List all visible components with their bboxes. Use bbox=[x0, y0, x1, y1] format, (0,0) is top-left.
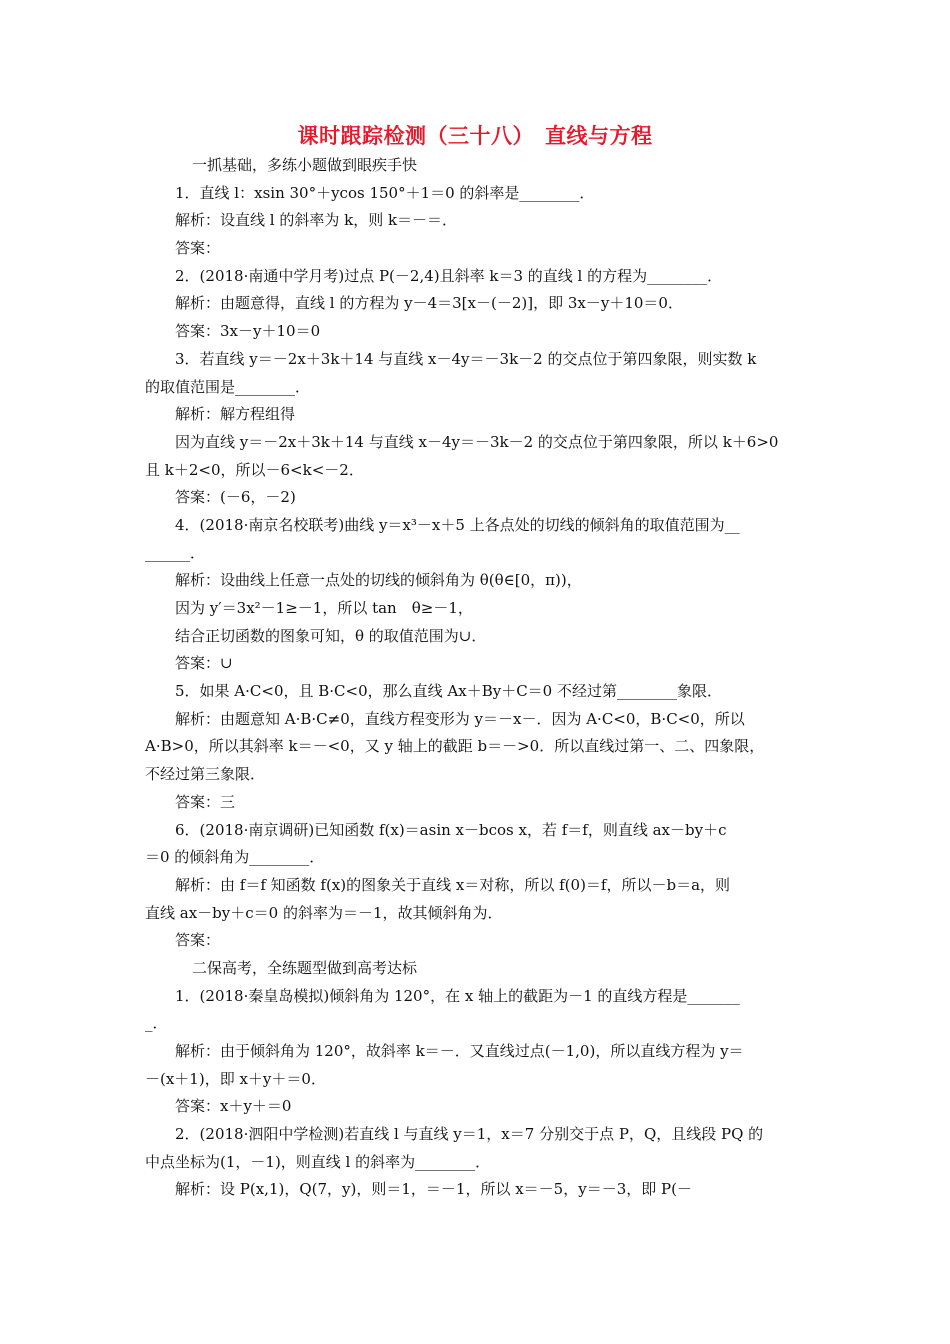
document-body bbox=[145, 152, 809, 1204]
solution-text: 解析：由题意知 A·B·C≠0，直线方程变形为 y＝－x－．因为 A·C<0，B·C<0，所以 bbox=[175, 709, 745, 728]
answer-text: 答案：3x－y＋10＝0 bbox=[175, 322, 321, 341]
solution-text: 解析：由 f＝f 知函数 f(x)的图象关于直线 x＝对称，所以 f(0)＝f，所以－b＝a，则 bbox=[175, 875, 731, 894]
solution-text: 不经过第三象限． bbox=[145, 765, 266, 784]
solution-text: 解析：设曲线上任意一点处的切线的倾斜角为 θ(θ∈[0，π))， bbox=[175, 571, 582, 590]
solution-text: 解析：由题意得，直线 l 的方程为 y－4＝3[x－(－2)]，即 3x－y＋10＝0． bbox=[175, 294, 683, 313]
question-text: 2．(2018·南通中学月考)过点 P(－2,4)且斜率 k＝3 的直线 l 的方程为________． bbox=[175, 266, 723, 285]
solution-text: 因为直线 y＝－2x＋3k＋14 与直线 x－4y＝－3k－2 的交点位于第四象限，所以 k＋6>0 bbox=[175, 432, 779, 451]
question-text: 的取值范围是________． bbox=[145, 377, 311, 396]
solution-text: 直线 ax－by＋c＝0 的斜率为＝－1，故其倾斜角为． bbox=[145, 903, 503, 922]
page-title: 课时跟踪检测（三十八） 直线与方程 bbox=[297, 124, 653, 148]
solution-text: 结合正切函数的图象可知，θ 的取值范围为∪． bbox=[175, 626, 487, 645]
question-text: 1．直线 l：xsin 30°＋ycos 150°＋1＝0 的斜率是________． bbox=[175, 183, 595, 202]
solution-text: 解析：设直线 l 的斜率为 k，则 k＝－＝． bbox=[175, 211, 458, 230]
answer-text: 答案： bbox=[175, 239, 221, 258]
question-text: 5．如果 A·C<0，且 B·C<0，那么直线 Ax＋By＋C＝0 不经过第________象限． bbox=[175, 682, 722, 701]
solution-text: 解析：由于倾斜角为 120°，故斜率 k＝－．又直线过点(－1,0)，所以直线方程为 y＝ bbox=[175, 1042, 744, 1060]
question-text: 6．(2018·南京调研)已知函数 f(x)＝asin x－bcos x，若 f＝f，则直线 ax－by＋c bbox=[175, 820, 727, 839]
question-text: ＝0 的倾斜角为________． bbox=[145, 848, 325, 867]
solution-text: 因为 y′＝3x²－1≥－1，所以 tan θ≥－1， bbox=[175, 599, 473, 617]
answer-text: 答案：三 bbox=[175, 792, 236, 811]
question-text: 中点坐标为(1，－1)，则直线 l 的斜率为________． bbox=[145, 1152, 491, 1171]
section-heading-advanced: 二保高考，全练题型做到高考达标 bbox=[192, 958, 418, 977]
solution-text: 解析：解方程组得 bbox=[175, 405, 296, 424]
answer-text: 答案：(－6，－2) bbox=[175, 488, 296, 507]
question-text: 2．(2018·泗阳中学检测)若直线 l 与直线 y＝1，x＝7 分别交于点 P，Q，且线段 PQ 的 bbox=[175, 1125, 764, 1144]
solution-text: 且 k＋2<0，所以－6<k<－2． bbox=[145, 460, 364, 479]
question-text: 3．若直线 y＝－2x＋3k＋14 与直线 x－4y＝－3k－2 的交点位于第四象限，则实数 k bbox=[175, 349, 757, 368]
answer-text: 答案： bbox=[175, 931, 221, 950]
question-text: ______． bbox=[145, 543, 206, 562]
answer-text: 答案：∪ bbox=[175, 654, 233, 673]
question-text: 1．(2018·秦皇岛模拟)倾斜角为 120°，在 x 轴上的截距为－1 的直线方程是_______ bbox=[175, 986, 740, 1005]
solution-text: A·B>0，所以其斜率 k＝－<0，又 y 轴上的截距 b＝－>0．所以直线过第一、二、四象限， bbox=[145, 737, 765, 756]
question-text: 4．(2018·南京名校联考)曲线 y＝x³－x＋5 上各点处的切线的倾斜角的取值范围为__ bbox=[175, 515, 740, 534]
solution-text: －(x＋1)，即 x＋y＋＝0． bbox=[145, 1069, 326, 1088]
answer-text: 答案：x＋y＋＝0 bbox=[175, 1097, 292, 1116]
solution-text: 解析：设 P(x,1)，Q(7，y)，则＝1，＝－1，所以 x＝－5，y＝－3，即 P(－ bbox=[175, 1180, 692, 1199]
question-text: _． bbox=[145, 1014, 168, 1033]
section-heading-basic: 一抓基础，多练小题做到眼疾手快 bbox=[192, 156, 418, 174]
